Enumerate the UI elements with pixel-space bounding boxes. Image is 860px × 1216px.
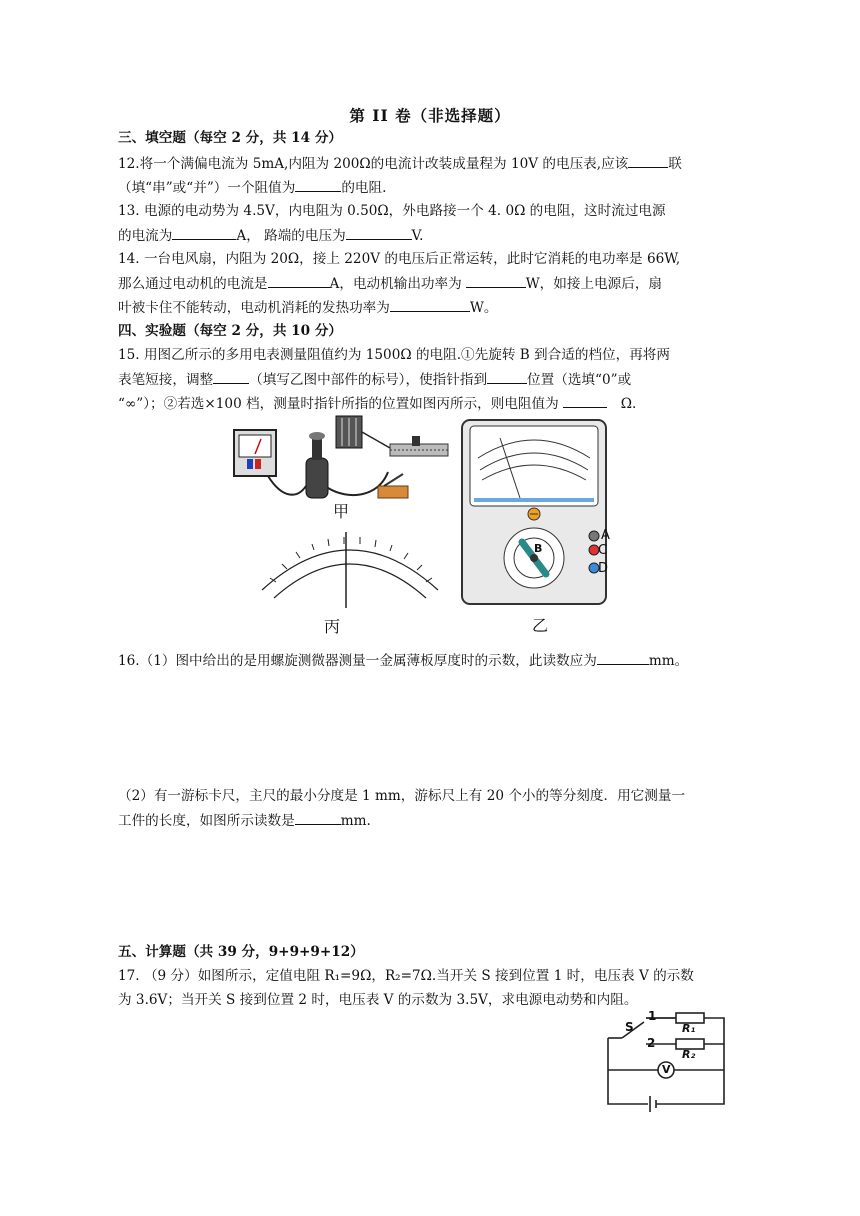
q14-blank-3[interactable]	[390, 297, 470, 312]
q15-text-c: （填写乙图中部件的标号），使指针指到	[249, 372, 488, 388]
q15-text-f: Ω.	[620, 396, 637, 412]
label-C: C	[598, 543, 608, 558]
circuit-label-S: S	[625, 1020, 634, 1034]
figure-yi-multimeter	[460, 418, 610, 606]
q13-text-d: V.	[411, 228, 424, 244]
q15-text-b: 表笔短接，调整	[118, 372, 214, 388]
q12-blank-1[interactable]	[628, 153, 668, 168]
section-4-heading: 四、实验题（每空 2 分，共 10 分）	[118, 323, 343, 339]
q13-line2	[118, 225, 423, 246]
circuit-label-V: V	[662, 1063, 671, 1076]
q14-text-e: 叶被卡住不能转动，电动机消耗的发热功率为	[118, 300, 390, 316]
label-yi: 乙	[532, 616, 549, 635]
q15-blank-3[interactable]	[563, 393, 607, 408]
figure-circuit	[600, 1010, 730, 1114]
q15-line1: 15. 用图乙所示的多用电表测量阻值约为 1500Ω 的电阻.①先旋转 B 到合适的档位，再将两	[118, 347, 670, 363]
q12-line2	[118, 177, 386, 198]
label-jia: 甲	[333, 502, 350, 521]
q12-line1	[118, 153, 682, 174]
q15-blank-1[interactable]	[213, 369, 249, 384]
q16-text-e: mm.	[340, 813, 371, 829]
label-D: D	[598, 561, 609, 576]
q16-text-b: mm。	[648, 653, 689, 669]
q16-blank-2[interactable]	[295, 810, 341, 825]
q13-blank-2[interactable]	[346, 225, 412, 240]
circuit-label-2: 2	[647, 1036, 656, 1050]
circuit-label-R1: R₁	[682, 1022, 696, 1035]
q14-blank-2[interactable]	[466, 273, 526, 288]
circuit-label-R2: R₂	[682, 1048, 696, 1061]
q15-blank-2[interactable]	[487, 369, 527, 384]
q13-line1: 13. 电源的电动势为 4.5V，内电阻为 0.50Ω，外电路接一个 4. 0Ω 的电阻，这时流过电源	[118, 203, 666, 219]
q13-text-c: A， 路端的电压为	[236, 228, 346, 244]
q13-text-b: 的电流为	[118, 228, 173, 244]
q14-text-b: 那么通过电动机的电流是	[118, 276, 268, 292]
circuit-label-1: 1	[648, 1009, 657, 1023]
q12-text-b: 联	[668, 156, 682, 172]
q12-text-c: （填“串”或“并”）一个阻值为	[118, 180, 296, 196]
label-bing: 丙	[324, 617, 341, 636]
q16-line2: （2）有一游标卡尺，主尺的最小分度是 1 mm，游标尺上有 20 个小的等分刻度．用它测量一	[118, 788, 686, 804]
q15-line2	[118, 369, 631, 390]
q15-text-e: “∞”）；②若选×100 档，测量时指针所指的位置如图丙所示，则电阻值为	[118, 396, 559, 412]
q12-text-a: 12.将一个满偏电流为 5mA,内阻为 200Ω的电流计改装成量程为 10V 的电压表,应该	[118, 156, 629, 172]
q16-line1	[118, 650, 688, 671]
page-title: 第 II 卷（非选择题）	[349, 106, 511, 125]
q14-blank-1[interactable]	[268, 273, 330, 288]
q16-text-d: 工件的长度，如图所示读数是	[118, 813, 295, 829]
q14-text-f: W。	[469, 300, 498, 316]
q16-line3	[118, 810, 371, 831]
q13-blank-1[interactable]	[172, 225, 236, 240]
q16-blank-1[interactable]	[597, 650, 649, 665]
q14-line1: 14. 一台电风扇，内阻为 20Ω，接上 220V 的电压后正常运转，此时它消耗的电功率是 66W,	[118, 251, 681, 267]
q14-line3	[118, 297, 497, 318]
figure-bing-scale	[252, 520, 448, 610]
q12-text-d: 的电阻.	[341, 180, 387, 196]
section-3-heading: 三、填空题（每空 2 分，共 14 分）	[118, 130, 343, 146]
label-A: A	[601, 528, 610, 543]
section-5-heading: 五、计算题（共 39 分，9+9+9+12）	[118, 944, 364, 960]
q14-text-d: W，如接上电源后，扇	[525, 276, 663, 292]
q14-line2	[118, 273, 662, 294]
q16-text-a: 16.（1）图中给出的是用螺旋测微器测量一金属薄板厚度时的示数，此读数应为	[118, 653, 597, 669]
label-B: B	[534, 542, 543, 555]
q12-blank-2[interactable]	[295, 177, 341, 192]
q17-line1: 17. （9 分）如图所示，定值电阻 R₁=9Ω，R₂=7Ω.当开关 S 接到位置 1 时，电压表 V 的示数	[118, 968, 694, 984]
q15-text-d: 位置（选填“0”或	[527, 372, 632, 388]
figure-jia-apparatus	[228, 408, 458, 508]
q14-text-c: A，电动机输出功率为	[329, 276, 462, 292]
q17-line2: 为 3.6V；当开关 S 接到位置 2 时，电压表 V 的示数为 3.5V，求电源电动势和内阻。	[118, 992, 638, 1008]
